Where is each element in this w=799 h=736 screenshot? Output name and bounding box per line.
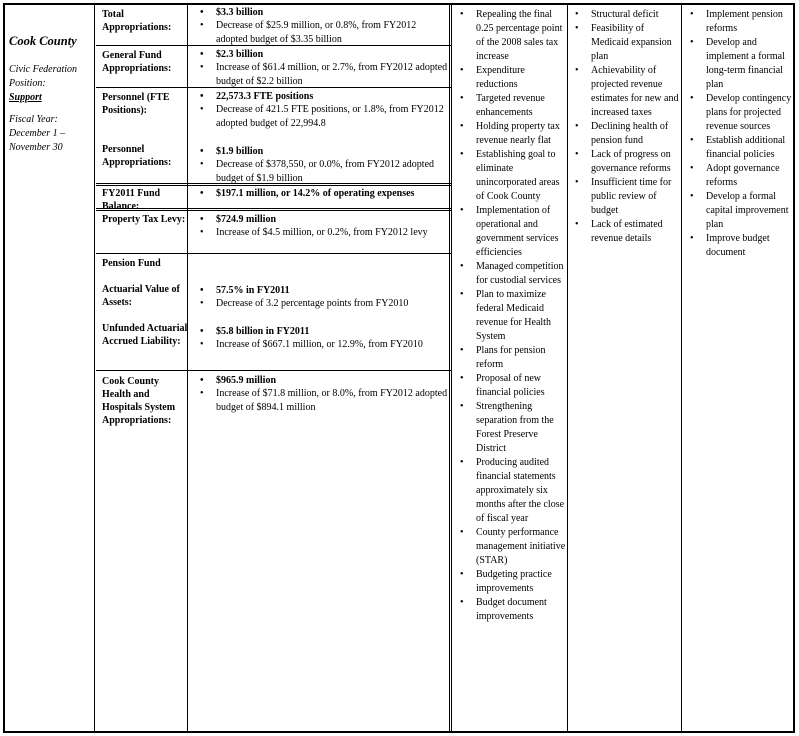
list-item: • Develop and implement a formal long-term financial plan [684,36,794,92]
column-divider [449,5,452,731]
list-item: • Improve budget document [684,232,794,260]
list-item: • Strengthening separation from the Forest Preserve District [454,400,566,456]
list-item: • Adopt governance reforms [684,162,794,190]
list-item: • Plan to maximize federal Medicaid revenue for Health System [454,288,566,344]
list-item: • Develop contingency plans for projected revenue sources [684,92,794,134]
list-item: • Plans for pension reform [454,344,566,372]
budget-summary-table [3,3,795,733]
position-label: Civic Federation Position: Support [9,63,95,105]
metric-label: Cook County Health and Hospitals System Appropriations: [102,376,176,426]
list-item: • Expenditure reductions [454,64,566,92]
fiscal-year: Fiscal Year: December 1 – November 30 [9,114,66,153]
list-item: • Insufficient time for public review of budget [569,176,679,218]
list-item: • Implement pension reforms [684,8,794,36]
metric-label: General Fund Appropriations: [102,50,172,74]
metric-label: Pension Fund [102,258,161,269]
metric-value: • $3.3 billion • Decrease of $25.9 million, or 0.8%, from FY2012 adopted budget of $3.35 billion [196,6,448,46]
metric-label: Personnel Appropriations: [102,144,172,168]
list-item: • Targeted revenue enhancements [454,92,566,120]
list-item: • Develop a formal capital improvement plan [684,190,794,232]
metric-label: Actuarial Value of Assets: [102,284,180,308]
metric-value: • 57.5% in FY2011 • Decrease of 3.2 percentage points from FY2010 [196,284,448,311]
metric-value: • $197.1 million, or 14.2% of operating expenses [196,187,448,200]
metric-value: • 22,573.3 FTE positions • Decrease of 421.5 FTE positions, or 1.8%, from FY2012 adopted budget of 22,994.8 [196,90,448,130]
column-divider [567,5,568,731]
county-info [9,34,95,155]
list-item: • Budget document improvements [454,596,566,624]
metric-value: • $965.9 million • Increase of $71.8 million, or 8.0%, from FY2012 adopted budget of $894.1 million [196,374,448,414]
metric-label: FY2011 Fund Balance: [102,188,161,212]
row-divider [96,253,452,254]
list-item: • Establish additional financial policies [684,134,794,162]
list-item: • Achievability of projected revenue estimates for new and increased taxes [569,64,679,120]
column-divider [681,5,682,731]
metric-value: • $5.8 billion in FY2011 • Increase of $667.1 million, or 12.9%, from FY2010 [196,325,448,352]
concerns-list [569,8,679,246]
list-item: • Lack of estimated revenue details [569,218,679,246]
list-item: • Feasibility of Medicaid expansion plan [569,22,679,64]
list-item: • Proposal of new financial policies [454,372,566,400]
list-item: • Producing audited financial statements approximately six months after the close of fiscal year [454,456,566,526]
list-item: • Declining health of pension fund [569,120,679,148]
metric-value: • $1.9 billion • Decrease of $378,550, or 0.0%, from FY2012 adopted budget of $1.9 billion [196,145,448,185]
metric-value: • $724.9 million • Increase of $4.5 million, or 0.2%, from FY2012 levy [196,213,448,240]
county-name: Cook County [9,34,77,48]
list-item: • Budgeting practice improvements [454,568,566,596]
list-item: • Implementation of operational and government services efficiencies [454,204,566,260]
metric-label: Property Tax Levy: [102,214,186,225]
metric-label: Total Appropriations: [102,9,172,33]
list-item: • County performance management initiative (STAR) [454,526,566,568]
list-item: • Lack of progress on governance reforms [569,148,679,176]
list-item: • Repealing the final 0.25 percentage point of the 2008 sales tax increase [454,8,566,64]
recommendations-list [684,8,794,260]
list-item: • Managed competition for custodial services [454,260,566,288]
row-divider [96,370,452,371]
position-value: Support [9,92,42,103]
list-item: • Establishing goal to eliminate unincorporated areas of Cook County [454,148,566,204]
metric-label: Unfunded Actuarial Accrued Liability: [102,323,188,347]
metric-value: • $2.3 billion • Increase of $61.4 million, or 2.7%, from FY2012 adopted budget of $2.2 billion [196,48,448,88]
initiatives-list [454,8,566,624]
list-item: • Structural deficit [569,8,679,22]
metric-label: Personnel (FTE Positions): [102,92,170,116]
list-item: • Holding property tax revenue nearly flat [454,120,566,148]
